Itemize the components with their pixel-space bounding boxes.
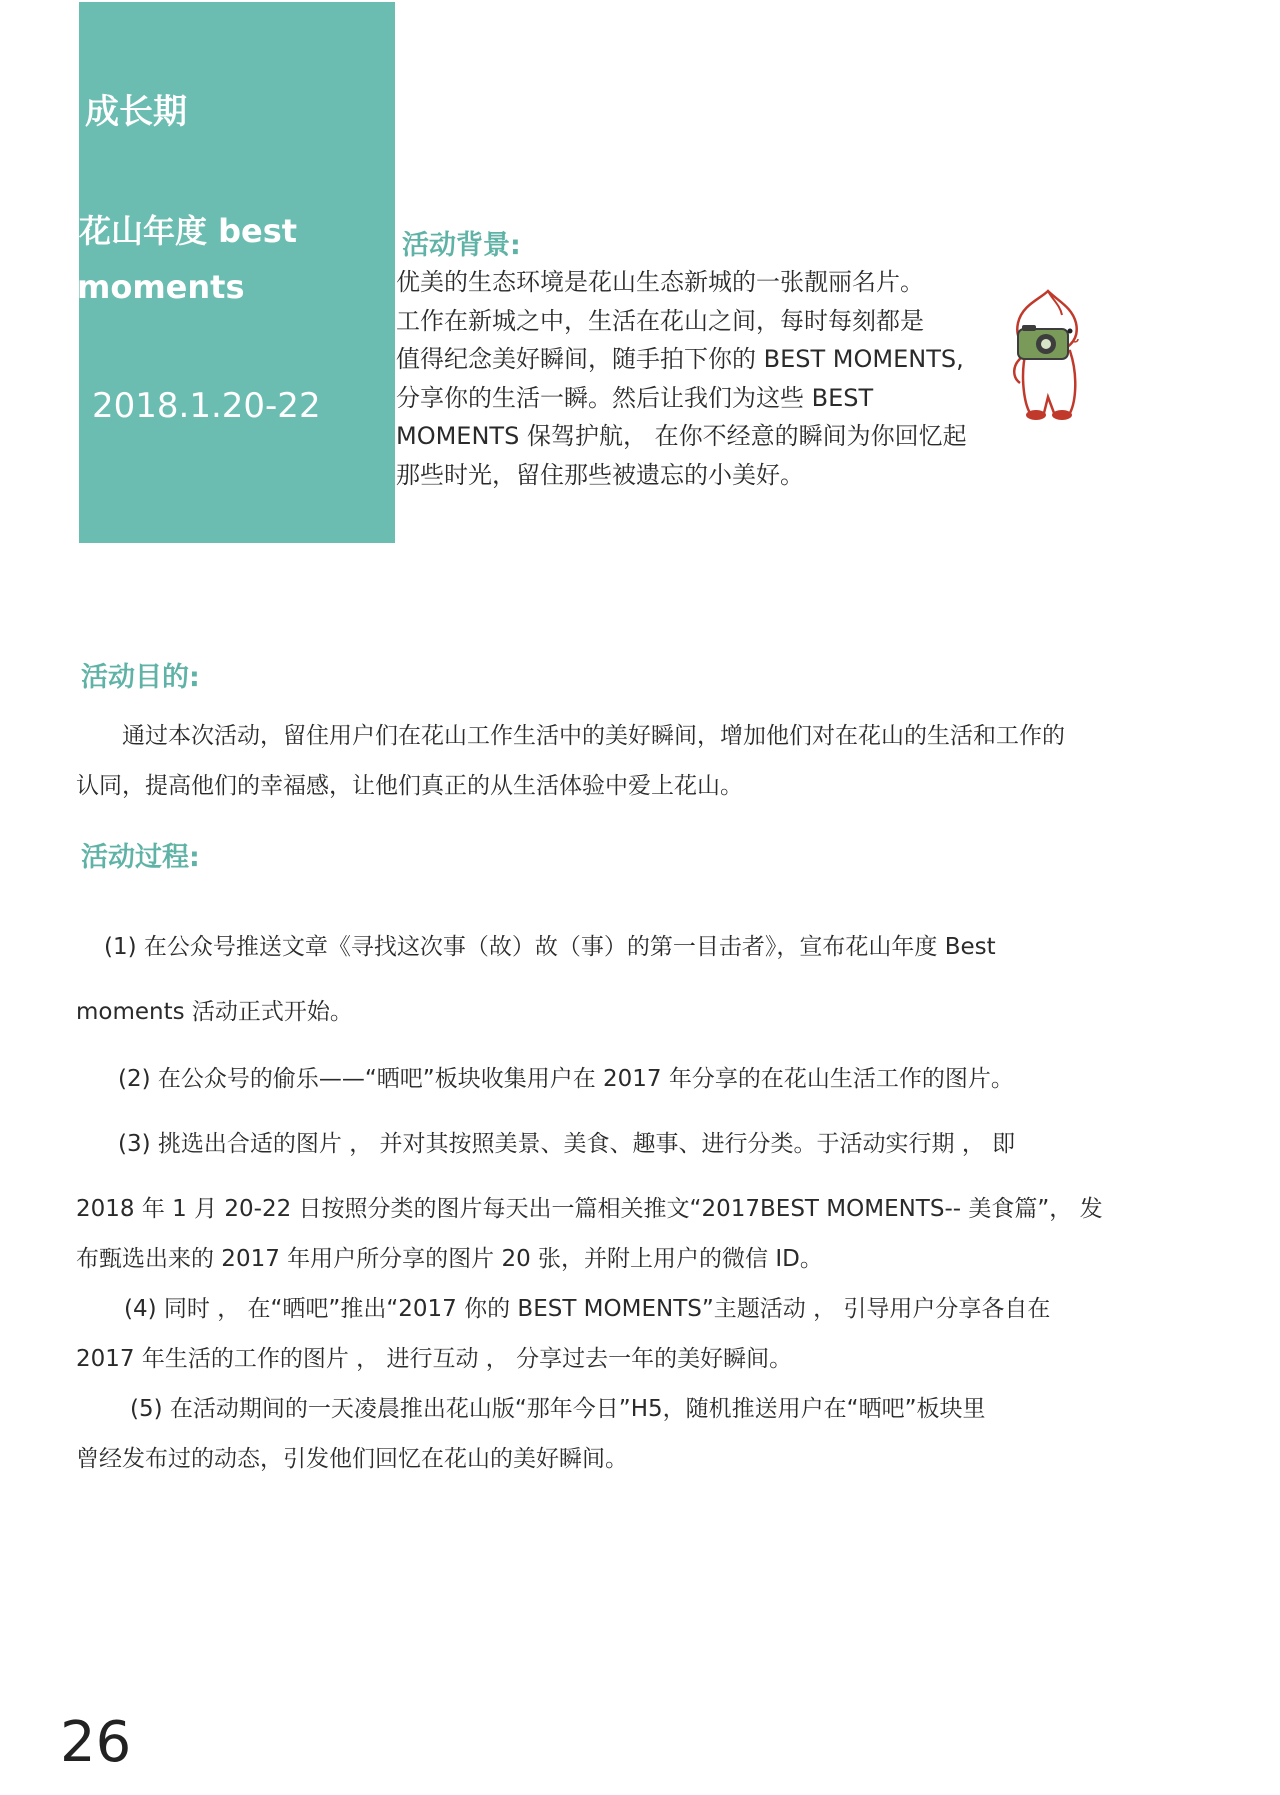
event-date: 2018.1.20-22 xyxy=(92,386,321,426)
purpose-heading: 活动目的: xyxy=(81,662,200,693)
background-heading: 活动背景: xyxy=(402,230,521,261)
event-title-line-1: 花山年度 best xyxy=(79,212,298,250)
background-line: 值得纪念美好瞬间，随手拍下你的 BEST MOMENTS, xyxy=(396,345,964,373)
process-line: 布甄选出来的 2017 年用户所分享的图片 20 张，并附上用户的微信 ID。 xyxy=(76,1246,823,1272)
background-line: 优美的生态环境是花山生态新城的一张靓丽名片。 xyxy=(396,268,924,296)
process-line: moments 活动正式开始。 xyxy=(76,999,353,1025)
background-line: 那些时光，留住那些被遗忘的小美好。 xyxy=(396,460,804,489)
purpose-text xyxy=(76,711,1176,811)
background-line: 工作在新城之中，生活在花山之间，每时每刻都是 xyxy=(396,306,924,335)
purpose-line: 通过本次活动，留住用户们在花山工作生活中的美好瞬间，增加他们对在花山的生活和工作的 xyxy=(122,723,1065,749)
stage-title: 成长期 xyxy=(85,92,187,132)
process-line: (4) 同时 ， 在“晒吧”推出“2017 你的 BEST MOMENTS”主题活动 ， 引导用户分享各自在 xyxy=(124,1296,1051,1322)
process-line: (2) 在公众号的偷乐——“晒吧”板块收集用户在 2017 年分享的在花山生活工作的图片。 xyxy=(118,1066,1014,1092)
page-number: 26 xyxy=(60,1710,132,1775)
process-line: (3) 挑选出合适的图片 ， 并对其按照美景、美食、趣事、进行分类。于活动实行期 ， 即 xyxy=(118,1131,1016,1157)
background-text xyxy=(396,263,976,494)
process-line: (5) 在活动期间的一天凌晨推出花山版“那年今日”H5，随机推送用户在“晒吧”板块里 xyxy=(130,1396,986,1422)
process-line: (1) 在公众号推送文章《寻找这次事（故）故（事）的第一目击者》，宣布花山年度 Best xyxy=(104,934,996,960)
event-title-line-2: moments xyxy=(77,268,245,306)
process-line: 2018 年 1 月 20-22 日按照分类的图片每天出一篇相关推文“2017BEST MOMENTS-- 美食篇”， 发 xyxy=(76,1196,1103,1222)
mascot-with-camera-icon xyxy=(1000,285,1096,425)
process-line: 曾经发布过的动态，引发他们回忆在花山的美好瞬间。 xyxy=(76,1446,628,1472)
background-line: MOMENTS 保驾护航， 在你不经意的瞬间为你回忆起 xyxy=(396,422,967,450)
background-line: 分享你的生活一瞬。然后让我们为这些 BEST xyxy=(396,383,874,412)
process-heading: 活动过程: xyxy=(81,842,200,873)
purpose-line: 认同，提高他们的幸福感，让他们真正的从生活体验中爱上花山。 xyxy=(76,773,743,799)
process-line: 2017 年生活的工作的图片 ， 进行互动 ， 分享过去一年的美好瞬间。 xyxy=(76,1346,793,1372)
